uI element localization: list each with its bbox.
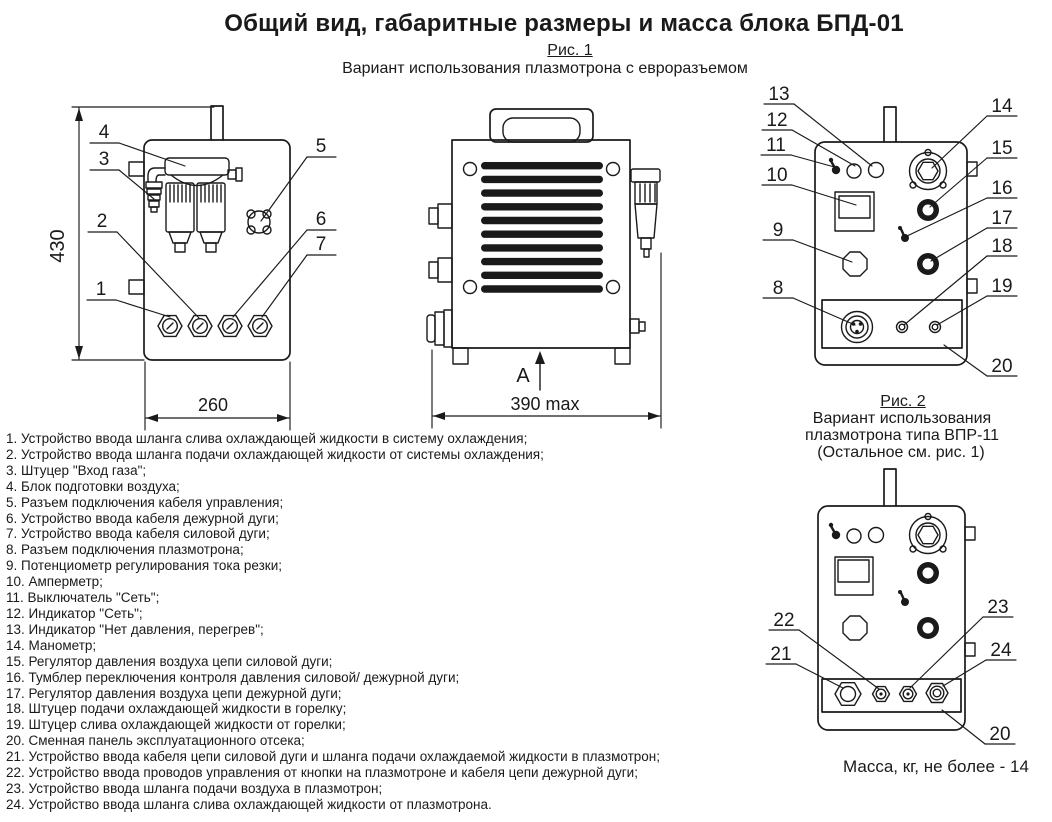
view-a-label: А	[516, 365, 530, 387]
legend-item-13: 13. Индикатор "Нет давления, перегрев";	[6, 621, 264, 637]
legend-item-19: 19. Штуцер слива охлаждающей жидкости от горелки;	[6, 717, 346, 733]
side-tab-lower	[967, 279, 977, 293]
fig1-caption: Вариант использования плазмотрона с евроразъемом	[342, 60, 748, 77]
svg-text:16: 16	[991, 178, 1013, 199]
cable-glands-row	[158, 316, 272, 337]
callout-3	[90, 149, 154, 199]
callout-8	[763, 278, 855, 325]
callout-15	[930, 138, 1017, 207]
left-side-ports	[427, 204, 452, 347]
carry-handle	[490, 109, 593, 142]
svg-text:7: 7	[315, 234, 327, 255]
callout-22	[769, 610, 879, 689]
callout-20	[944, 345, 1017, 377]
dimension-height-430	[72, 107, 214, 360]
svg-text:22: 22	[773, 610, 795, 631]
svg-text:8: 8	[772, 278, 784, 299]
power-switch	[829, 158, 840, 174]
top-pipe	[884, 469, 896, 506]
fig2-caption-line3: (Остальное см. рис. 1)	[817, 444, 985, 461]
power-switch	[829, 523, 840, 539]
side-tab-upper	[965, 527, 975, 540]
legend-item-18: 18. Штуцер подачи охлаждающей жидкости в горелку;	[6, 701, 347, 717]
pressure-control-toggle	[898, 226, 909, 242]
control-cable-connector	[247, 210, 271, 234]
svg-text:20: 20	[991, 356, 1013, 377]
svg-text:13: 13	[768, 84, 790, 105]
svg-text:23: 23	[987, 597, 1009, 618]
service-panel	[822, 300, 962, 348]
dim-depth-label: 390 max	[510, 394, 580, 414]
svg-text:1: 1	[95, 279, 107, 300]
ventilation-grille	[481, 162, 603, 293]
gland-22	[873, 687, 890, 702]
side-filter-unit	[631, 169, 660, 257]
svg-text:9: 9	[772, 220, 784, 241]
callout-7	[262, 234, 336, 317]
legend-item-16: 16. Тумблер переключения контроля давления силовой/ дежурной дуги;	[6, 669, 460, 685]
svg-text:18: 18	[991, 236, 1013, 257]
legend-item-3: 3. Штуцер "Вход газа";	[6, 462, 147, 478]
svg-text:15: 15	[991, 138, 1013, 159]
dimension-width-260	[145, 362, 290, 430]
legend-item-10: 10. Амперметр;	[6, 574, 103, 590]
fig2-caption-line1: Вариант использования	[812, 410, 992, 427]
callout-10	[762, 165, 856, 205]
callout-2	[88, 211, 199, 318]
svg-text:24: 24	[990, 640, 1012, 661]
legend-item-21: 21. Устройство ввода кабеля цепи силовой дуги и шланга подачи охлаждаемой жидкости в плазмотрон;	[6, 749, 660, 765]
page-title: Общий вид, габаритные размеры и масса блока БПД-01	[224, 10, 904, 37]
callout-19	[937, 276, 1017, 325]
legend-item-23: 23. Устройство ввода шланга подачи воздуха в плазмотрон;	[6, 780, 383, 796]
svg-text:6: 6	[315, 209, 327, 230]
legend-list	[6, 431, 746, 813]
svg-text:10: 10	[766, 165, 788, 186]
grille-screws	[464, 163, 620, 294]
pressure-control-toggle	[898, 590, 909, 606]
callout-16	[907, 178, 1017, 236]
legend-item-12: 12. Индикатор "Сеть";	[6, 605, 143, 621]
fig2-callouts	[766, 597, 1016, 745]
callout-14	[932, 96, 1017, 168]
callout-9	[763, 220, 852, 262]
fault-indicator	[869, 163, 884, 178]
pilot-arc-pressure-regulator	[917, 253, 939, 275]
gland-23	[900, 687, 917, 702]
fig2-panel-view	[766, 469, 1016, 745]
legend-item-9: 9. Потенциометр регулирования тока резки;	[6, 558, 283, 574]
callout-20b	[942, 710, 1015, 745]
view-a-arrow	[535, 351, 545, 390]
legend-item-1: 1. Устройство ввода шланга слива охлаждающей жидкости в систему охлаждения;	[6, 431, 528, 446]
svg-text:3: 3	[98, 149, 110, 170]
power-indicator	[847, 529, 861, 543]
air-preparation-unit	[146, 158, 242, 252]
power-arc-pressure-regulator	[917, 199, 939, 221]
service-panel	[822, 679, 961, 712]
svg-text:21: 21	[770, 644, 792, 665]
fig1-panel-view	[761, 84, 1017, 377]
coolant-return-fitting	[930, 322, 941, 333]
current-potentiometer	[843, 616, 867, 640]
dim-width-label: 260	[197, 395, 229, 415]
legend-item-2: 2. Устройство ввода шланга подачи охлаждающей жидкости от системы охлаждения;	[6, 446, 544, 462]
svg-text:5: 5	[315, 136, 327, 157]
callout-18	[904, 236, 1017, 325]
callout-24	[943, 640, 1016, 686]
enclosure-left-view	[144, 140, 290, 360]
gland-21	[835, 683, 861, 706]
svg-text:17: 17	[991, 208, 1013, 229]
callout-1	[87, 279, 170, 317]
legend-item-24: 24. Устройство ввода шланга слива охлаждающей жидкости от плазмотрона.	[6, 796, 492, 812]
legend-item-11: 11. Выключатель "Сеть";	[6, 590, 160, 606]
callout-21	[766, 644, 843, 688]
ammeter	[835, 192, 874, 231]
fig1-left-view	[47, 106, 336, 430]
callout-12	[762, 110, 855, 166]
callout-6	[233, 209, 336, 317]
power-indicator	[847, 164, 861, 178]
legend-item-4: 4. Блок подготовки воздуха;	[6, 478, 180, 494]
legend-item-5: 5. Разъем подключения кабеля управления;	[6, 494, 284, 510]
svg-text:11: 11	[766, 135, 786, 156]
gland-24	[926, 684, 948, 703]
svg-text:19: 19	[991, 276, 1013, 297]
legend-item-17: 17. Регулятор давления воздуха цепи дежурной дуги;	[6, 685, 342, 701]
fig1-panel-callouts	[761, 84, 1017, 377]
svg-text:12: 12	[766, 110, 788, 131]
svg-text:14: 14	[991, 96, 1013, 117]
dimension-depth-390	[432, 253, 661, 428]
fig1-left-callouts	[87, 122, 336, 318]
enclosure-panel-view	[818, 506, 965, 730]
enclosure-panel-view	[815, 142, 967, 365]
callout-5	[261, 136, 336, 221]
side-tab-lower	[129, 280, 144, 294]
legend-item-6: 6. Устройство ввода кабеля дежурной дуги;	[6, 510, 279, 526]
callout-4	[90, 122, 185, 166]
side-tab-lower	[965, 643, 975, 656]
legend-item-15: 15. Регулятор давления воздуха цепи силовой дуги;	[6, 653, 333, 669]
callout-23	[910, 597, 1013, 688]
fault-indicator	[869, 528, 884, 543]
fig1-front-view	[427, 109, 661, 428]
current-potentiometer	[843, 252, 867, 276]
legend-item-22: 22. Устройство ввода проводов управления от кнопки на плазмотроне и кабеля цепи дежурной дуги;	[6, 765, 638, 781]
top-pipe	[884, 107, 896, 142]
mass-note: Масса, кг, не более - 14	[843, 757, 1029, 776]
svg-text:20: 20	[989, 724, 1011, 745]
plasmatron-connector	[842, 312, 873, 343]
callout-11	[761, 135, 838, 168]
callout-13	[764, 84, 872, 166]
dim-height-label: 430	[47, 229, 69, 263]
power-arc-pressure-regulator	[917, 562, 939, 584]
legend-item-14: 14. Манометр;	[6, 637, 97, 653]
callout-17	[931, 208, 1017, 261]
pilot-arc-pressure-regulator	[917, 617, 939, 639]
enclosure-front-view	[452, 140, 630, 348]
svg-text:2: 2	[96, 211, 108, 232]
side-tab-upper	[129, 162, 144, 176]
legend-item-8: 8. Разъем подключения плазмотрона;	[6, 542, 244, 558]
pressure-gauge	[910, 150, 947, 190]
svg-text:4: 4	[98, 122, 110, 143]
side-tab-upper	[967, 162, 977, 176]
pressure-gauge	[910, 514, 947, 554]
fig1-label: Рис. 1	[547, 42, 593, 59]
right-side-port	[630, 319, 645, 333]
feet	[453, 348, 630, 364]
top-pipe	[211, 106, 223, 140]
coolant-supply-fitting	[897, 322, 908, 333]
legend-item-20: 20. Сменная панель эксплуатационного отсека;	[6, 733, 305, 749]
fig2-label: Рис. 2	[880, 393, 926, 410]
ammeter	[835, 557, 873, 595]
fig2-caption-line2: плазмотрона типа ВПР-11	[805, 427, 999, 444]
legend-item-7: 7. Устройство ввода кабеля силовой дуги;	[6, 526, 270, 542]
